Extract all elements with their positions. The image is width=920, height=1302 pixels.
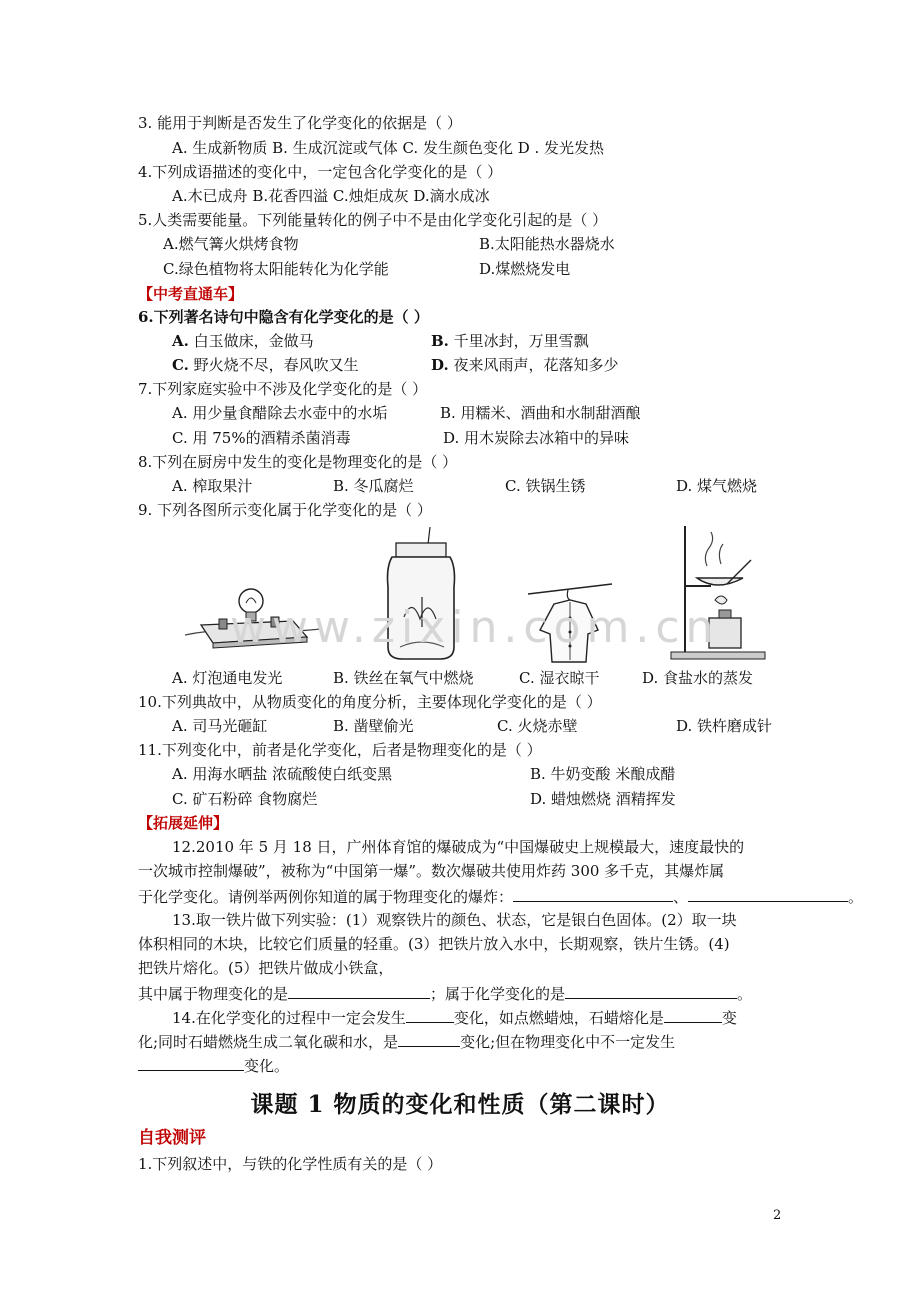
watermark: www.zixin.com.cn — [230, 602, 720, 653]
section-tuozhan-heading: 【拓展延伸】 — [138, 814, 229, 832]
q7-stem: 7.下列家庭实验中不涉及化学变化的是（ ） — [138, 380, 428, 398]
q8-option-c: C. 铁锅生锈 — [505, 477, 586, 495]
q6-option-d-label: D. — [431, 356, 449, 374]
q8-option-d: D. 煤气燃烧 — [676, 477, 758, 495]
q6-stem-text: 6.下列著名诗句中隐含有化学变化的是（ ） — [138, 308, 429, 326]
q7-option-a: A. 用少量食醋除去水壶中的水垢 — [172, 404, 388, 422]
q6-stem — [138, 307, 429, 327]
q14-line2-a: 化;同时石蜡燃烧生成二氧化碳和水，是 — [138, 1033, 399, 1051]
q11-stem: 11.下列变化中，前者是化学变化，后者是物理变化的是（ ） — [138, 741, 542, 759]
q12-line1: 12.2010 年 5 月 18 日，广州体育馆的爆破成为“中国爆破史上规模最大，速度最快的 — [172, 838, 745, 856]
q13-line4-end: 。 — [737, 985, 753, 1003]
q9-option-c: C. 湿衣晾干 — [519, 669, 600, 687]
q10-option-a: A. 司马光砸缸 — [172, 717, 268, 735]
q14-line3-text: 变化。 — [244, 1057, 290, 1075]
q7-option-d: D. 用木炭除去冰箱中的异味 — [443, 429, 630, 447]
q13-line2: 体积相同的木块，比较它们质量的轻重。(3）把铁片放入水中，长期观察，铁片生锈。(4) — [138, 935, 730, 953]
q9-option-b: B. 铁丝在氧气中燃烧 — [333, 669, 474, 687]
q5-option-a: A.燃气篝火烘烤食物 — [163, 235, 299, 253]
next-question-1: 1.下列叙述中，与铁的化学性质有关的是（ ） — [138, 1155, 443, 1173]
q11-option-b: B. 牛奶变酸 米酿成醋 — [530, 765, 676, 783]
q11-option-d: D. 蜡烛燃烧 酒精挥发 — [530, 790, 676, 808]
q10-stem: 10.下列典故中，从物质变化的角度分析，主要体现化学变化的是（ ） — [138, 693, 602, 711]
q7-option-b: B. 用糯米、酒曲和水制甜酒酿 — [440, 404, 641, 422]
q13-line4-physical: 其中属于物理变化的是 — [138, 985, 289, 1003]
q6-option-b — [431, 331, 589, 351]
section-zhongkao-heading: 【中考直通车】 — [138, 285, 244, 303]
q5-stem: 5.人类需要能量。下列能量转化的例子中不是由化学变化引起的是（ ） — [138, 211, 608, 229]
q6-option-d — [431, 355, 618, 375]
q14-line2 — [138, 1031, 675, 1052]
q6-option-c-text: 野火烧不尽，春风吹又生 — [188, 356, 359, 374]
q12-line3 — [138, 886, 863, 907]
q10-option-c: C. 火烧赤壁 — [497, 717, 578, 735]
q14-line1-b: 变化，如点燃蜡烛，石蜡熔化是 — [453, 1009, 664, 1027]
q14-blank-1[interactable] — [406, 1007, 454, 1023]
q8-option-b: B. 冬瓜腐烂 — [333, 477, 414, 495]
q14-line2-b: 变化;但在物理变化中不一定发生 — [460, 1033, 676, 1051]
q9-stem: 9. 下列各图所示变化属于化学变化的是（ ） — [138, 501, 432, 519]
q3-stem: 3. 能用于判断是否发生了化学变化的依据是（ ） — [138, 114, 462, 132]
q12-blank-2[interactable] — [688, 886, 848, 902]
q6-option-b-label: B. — [431, 332, 449, 350]
q6-option-c-label: C. — [172, 356, 189, 374]
q12-end: 。 — [848, 888, 864, 906]
q13-line1: 13.取一铁片做下列实验：(1）观察铁片的颜色、状态，它是银白色固体。(2）取一块 — [172, 911, 737, 929]
q13-blank-chemical[interactable] — [565, 983, 737, 999]
q12-separator: 、 — [673, 888, 689, 906]
q5-option-d: D.煤燃烧发电 — [479, 260, 571, 278]
q13-line4-chemical: ；属于化学变化的是 — [430, 985, 566, 1003]
q5-option-b: B.太阳能热水器烧水 — [479, 235, 615, 253]
q11-option-c: C. 矿石粉碎 食物腐烂 — [172, 790, 318, 808]
q13-line3: 把铁片熔化。(5）把铁片做成小铁盒， — [138, 959, 394, 977]
q14-line1-c: 变 — [721, 1009, 737, 1027]
q8-stem: 8.下列在厨房中发生的变化是物理变化的是（ ） — [138, 453, 458, 471]
q7-option-c: C. 用 75%的酒精杀菌消毒 — [172, 429, 351, 447]
page-number: 2 — [773, 1208, 782, 1223]
q10-option-d: D. 铁杵磨成针 — [676, 717, 773, 735]
q6-option-c — [172, 355, 359, 375]
q9-option-d: D. 食盐水的蒸发 — [642, 669, 754, 687]
q3-options: A. 生成新物质 B. 生成沉淀或气体 C. 发生颜色变化 D . 发光发热 — [172, 139, 605, 157]
section-zice-heading: 自我测评 — [138, 1128, 206, 1148]
q12-blank-1[interactable] — [513, 886, 673, 902]
q9-option-a: A. 灯泡通电发光 — [172, 669, 283, 687]
q6-option-a — [172, 331, 314, 351]
q14-line1-a: 14.在化学变化的过程中一定会发生 — [172, 1009, 406, 1027]
q14-blank-3[interactable] — [398, 1031, 460, 1047]
q11-option-a: A. 用海水晒盐 浓硫酸使白纸变黑 — [172, 765, 393, 783]
q8-option-a: A. 榨取果汁 — [172, 477, 253, 495]
q13-blank-physical[interactable] — [288, 983, 430, 999]
q12-line3-text: 于化学变化。请例举两例你知道的属于物理变化的爆炸： — [138, 888, 514, 906]
q6-option-a-text: 白玉做床，金做马 — [188, 332, 314, 350]
q14-blank-2[interactable] — [664, 1007, 722, 1023]
q14-blank-4[interactable] — [138, 1055, 244, 1071]
q13-line4 — [138, 983, 752, 1004]
q5-option-c: C.绿色植物将太阳能转化为化学能 — [163, 260, 389, 278]
q6-option-a-label: A. — [172, 332, 189, 350]
q10-option-b: B. 凿壁偷光 — [333, 717, 414, 735]
lesson-title: 课题 1 物质的变化和性质（第二课时） — [250, 1091, 670, 1118]
q4-options: A.木已成舟 B.花香四溢 C.烛炬成灰 D.滴水成冰 — [172, 187, 490, 205]
q14-line3 — [138, 1055, 289, 1076]
q6-option-b-text: 千里冰封，万里雪飘 — [448, 332, 589, 350]
q14-line1 — [172, 1007, 737, 1028]
q6-option-d-text: 夜来风雨声，花落知多少 — [448, 356, 619, 374]
q4-stem: 4.下列成语描述的变化中，一定包含化学变化的是（ ） — [138, 163, 503, 181]
q12-line2: 一次城市控制爆破”，被称为“中国第一爆”。数次爆破共使用炸药 300 多千克，其爆炸属 — [138, 862, 725, 880]
